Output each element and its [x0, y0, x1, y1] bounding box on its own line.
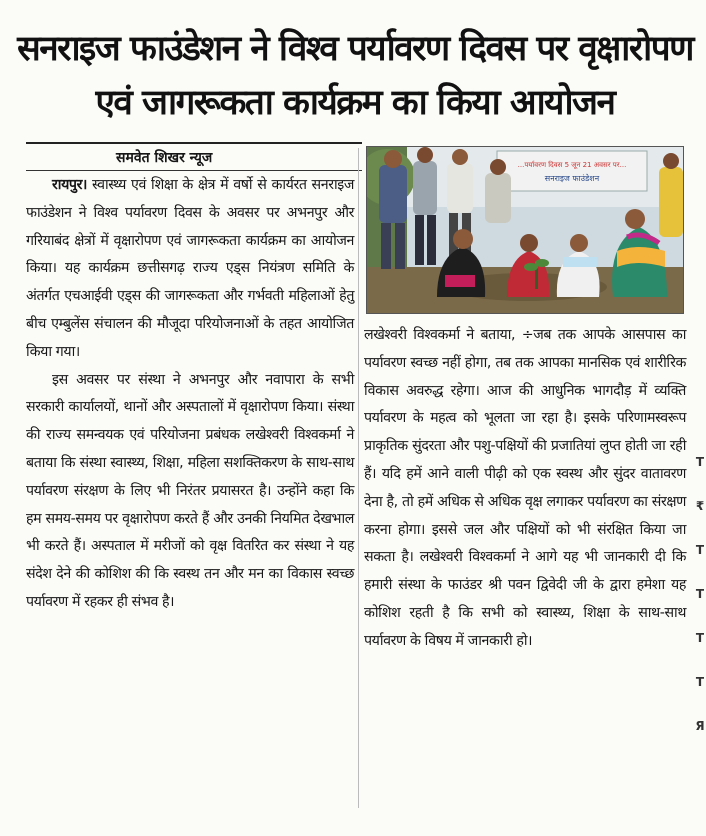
photo-banner-subtext: सनराइज फाउंडेशन [544, 174, 600, 183]
edge-glyph: T [695, 455, 705, 469]
byline: समवेत शिखर न्यूज [116, 150, 213, 166]
right-paragraph-1: लखेश्वरी विश्वकर्मा ने बताया, ÷जब तक आपके आसपास का पर्यावरण स्वच्छ नहीं होगा, तब तक आपका मानसिक एवं शारीरिक विकास अवरुद्ध रहेगा। आज की आधुनिक भागदौड़ में व्यक्ति पर्यावरण के महत्व को भूलता जा रहा है। इसके परिणामस्वरूप प्राकृतिक सुंदरता और पशु-पक्षियों की प्रजातियां लुप्त होती जा रही हैं। यदि हमें आने वाली पीढ़ी को एक स्वस्थ और सुंदर वातावरण देना है, तो हमें अधिक से अधिक वृक्ष लगाकर पर्यावरण का संरक्षण करना होगा। इससे जल और पक्षियों को भी संरक्षित किया जा सकता है। लखेश्वरी विश्वकर्मा ने आगे यह भी जानकारी दी कि हमारी संस्था के फाउंडर श्री पवन द्विवेदी जी के द्वारा हमेशा यह कोशिश रहती है कि सभी को स्वास्थ्य, शिक्षा के साथ-साथ पर्यावरण के विषय में जानकारी हो। [364, 327, 686, 649]
headline-line-2: एवं जागरूकता कार्यक्रम का किया आयोजन [95, 83, 615, 123]
tree-plantation-photo-icon [367, 147, 683, 313]
left-column [26, 172, 354, 617]
edge-glyph: Я [695, 719, 705, 733]
column-divider [358, 148, 359, 808]
edge-glyph: T [695, 631, 705, 645]
edge-glyph: T [695, 543, 705, 557]
byline-rule-top [26, 142, 362, 144]
edge-glyph: T [695, 675, 705, 689]
adjacent-article-edge [694, 440, 706, 820]
edge-glyph: ₹ [695, 499, 705, 513]
left-paragraph-1 [26, 172, 354, 367]
right-column [364, 322, 686, 656]
left-paragraph-2: इस अवसर पर संस्था ने अभनपुर और नवापारा के सभी सरकारी कार्यालयों, थानों और अस्पतालों में वृक्षारोपण किया। संस्था की राज्य समन्वयक एवं परियोजना प्रबंधक लखेश्वरी विश्वकर्मा ने बताया कि संस्था स्वास्थ्य, शिक्षा, महिला सशक्तिकरण के साथ-साथ पर्यावरण संरक्षण के लिए भी निरंतर प्रयासरत है। उन्होंने कहा कि हम समय-समय पर वृक्षारोपण करते हैं और उनकी नियमित देखभाल भी करते हैं। अस्पताल में मरीजों को वृक्ष वितरित कर संस्था ने यह संदेश देने की कोशिश की कि स्वस्थ तन और मन का विकास स्वच्छ पर्यावरण में रहकर ही संभव है। [26, 371, 354, 610]
left-paragraph-1-text: स्वास्थ्य एवं शिक्षा के क्षेत्र में वर्षो से कार्यरत सनराइज फाउंडेशन ने विश्व पर्यावरण दिवस के अवसर पर अभनपुर और गरियाबंद क्षेत्रों में वृक्षारोपण एवं जागरूकता कार्यक्रम का आयोजन किया। यह कार्यक्रम छत्तीसगढ़ राज्य एड्स नियंत्रण समिति के अंतर्गत एचआईवी एड्स की जागरूकता और गर्भवती महिलाओं हेतु बीच एम्बुलेंस संचालन की मौजूदा परियोजनाओं के तहत आयोजित किया गया। [26, 177, 354, 360]
edge-glyph: T [695, 587, 705, 601]
photo-banner-text: ...पर्यावरण दिवस 5 जून 21 अवसर पर... [517, 161, 627, 169]
headline [10, 22, 700, 130]
news-photo [366, 146, 684, 314]
headline-line-1: सनराइज फाउंडेशन ने विश्व पर्यावरण दिवस पर वृक्षारोपण [17, 29, 693, 69]
dateline: रायपुर। [52, 177, 87, 193]
byline-rule-bottom [26, 170, 362, 171]
